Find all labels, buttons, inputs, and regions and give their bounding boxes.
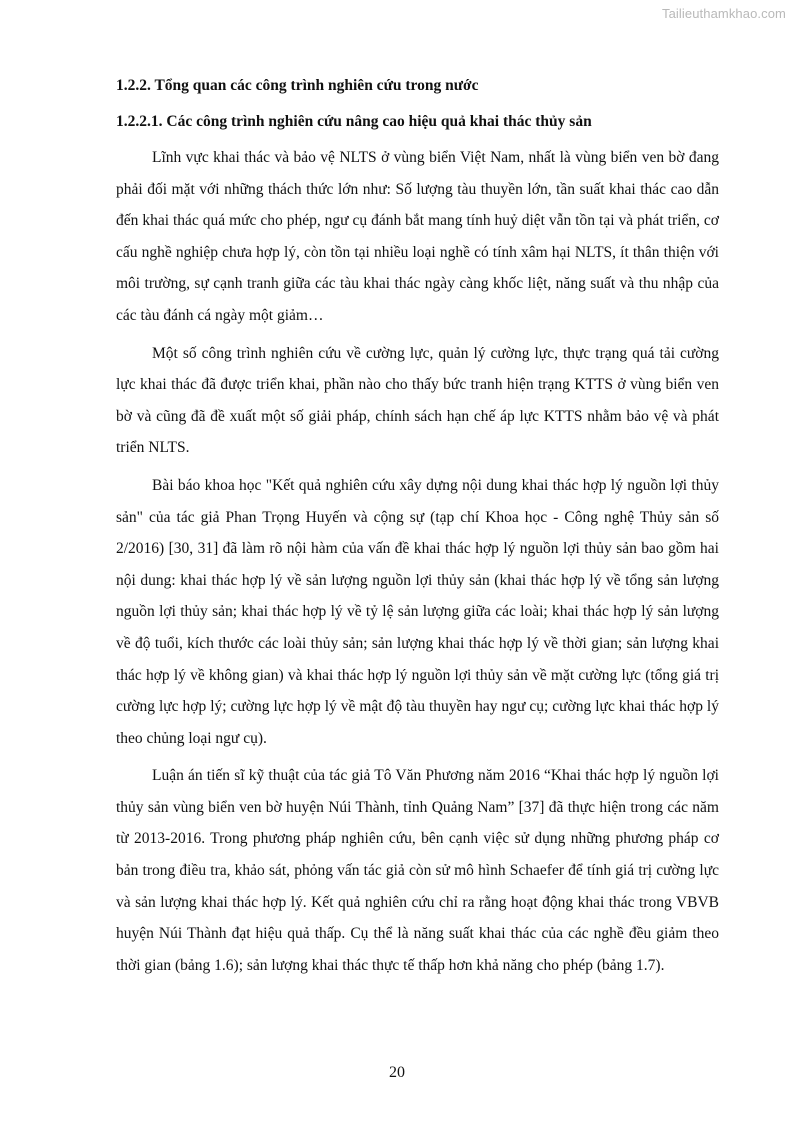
paragraph-4: Luận án tiến sĩ kỹ thuật của tác giả Tô Văn Phương năm 2016 “Khai thác hợp lý nguồn lợi thủy sản vùng biển ven bờ huyện Núi Thành, tỉnh Quảng Nam” [37] đã thực hiện trong các năm từ 2013-2016. Trong phương pháp nghiên cứu, bên cạnh việc sử dụng những phương pháp cơ bản trong điều tra, khảo sát, phỏng vấn tác giả còn sử mô hình Schaefer để tính giá trị cường lực và sản lượng khai thác hợp lý. Kết quả nghiên cứu chỉ ra rằng hoạt động khai thác trong VBVB huyện Núi Thành đạt hiệu quả thấp. Cụ thể là năng suất khai thác của các nghề đều giảm theo thời gian (bảng 1.6); sản lượng khai thác thực tế thấp hơn khả năng cho phép (bảng 1.7). bbox=[116, 767, 719, 974]
paragraph-3: Bài báo khoa học "Kết quả nghiên cứu xây dựng nội dung khai thác hợp lý nguồn lợi thủy sản" của tác giả Phan Trọng Huyến và cộng sự (tạp chí Khoa học - Công nghệ Thủy sản số 2/2016) [30, 31] đã làm rõ nội hàm của vấn đề khai thác hợp lý nguồn lợi thủy sản bao gồm hai nội dung: khai thác hợp lý về sản lượng nguồn lợi thủy sản (khai thác hợp lý về tổng sản lượng nguồn lợi thủy sản; khai thác hợp lý về tỷ lệ sản lượng giữa các loài; khai thác hợp lý sản lượng về độ tuổi, kích thước các loài thủy sản; sản lượng khai thác hợp lý về thời gian; sản lượng khai thác hợp lý về không gian) và khai thác hợp lý nguồn lợi thủy sản về mặt cường lực (tổng giá trị cường lực hợp lý; cường lực hợp lý về mật độ tàu thuyền hay ngư cụ; cường lực khai thác hợp lý theo chủng loại ngư cụ). bbox=[116, 476, 719, 747]
paragraph-2: Một số công trình nghiên cứu về cường lực, quản lý cường lực, thực trạng quá tải cường lực khai thác đã được triển khai, phần nào cho thấy bức tranh hiện trạng KTTS ở vùng biển ven bờ và cũng đã đề xuất một số giải pháp, chính sách hạn chế áp lực KTTS nhằm bảo vệ và phát triển NLTS. bbox=[116, 344, 719, 457]
section-heading: 1.2.2. Tổng quan các công trình nghiên cứu trong nước bbox=[116, 77, 479, 94]
page-content bbox=[116, 68, 719, 987]
paragraph-1: Lĩnh vực khai thác và bảo vệ NLTS ở vùng biển Việt Nam, nhất là vùng biển ven bờ đang phải đối mặt với những thách thức lớn như: Số lượng tàu thuyền lớn, tần suất khai thác cao dẫn đến khai thác quá mức cho phép, ngư cụ đánh bắt mang tính huỷ diệt vẫn tồn tại và phát triển, cơ cấu nghề nghiệp chưa hợp lý, còn tồn tại nhiều loại nghề có tính xâm hại NLTS, ít thân thiện với môi trường, sự cạnh tranh giữa các tàu khai thác ngày càng khốc liệt, năng suất và thu nhập của các tàu đánh cá ngày một giảm… bbox=[116, 149, 719, 324]
page-number: 20 bbox=[389, 1064, 405, 1081]
watermark: Tailieuthamkhao.com bbox=[661, 6, 786, 21]
subsection-heading: 1.2.2.1. Các công trình nghiên cứu nâng cao hiệu quả khai thác thủy sản bbox=[116, 113, 592, 130]
